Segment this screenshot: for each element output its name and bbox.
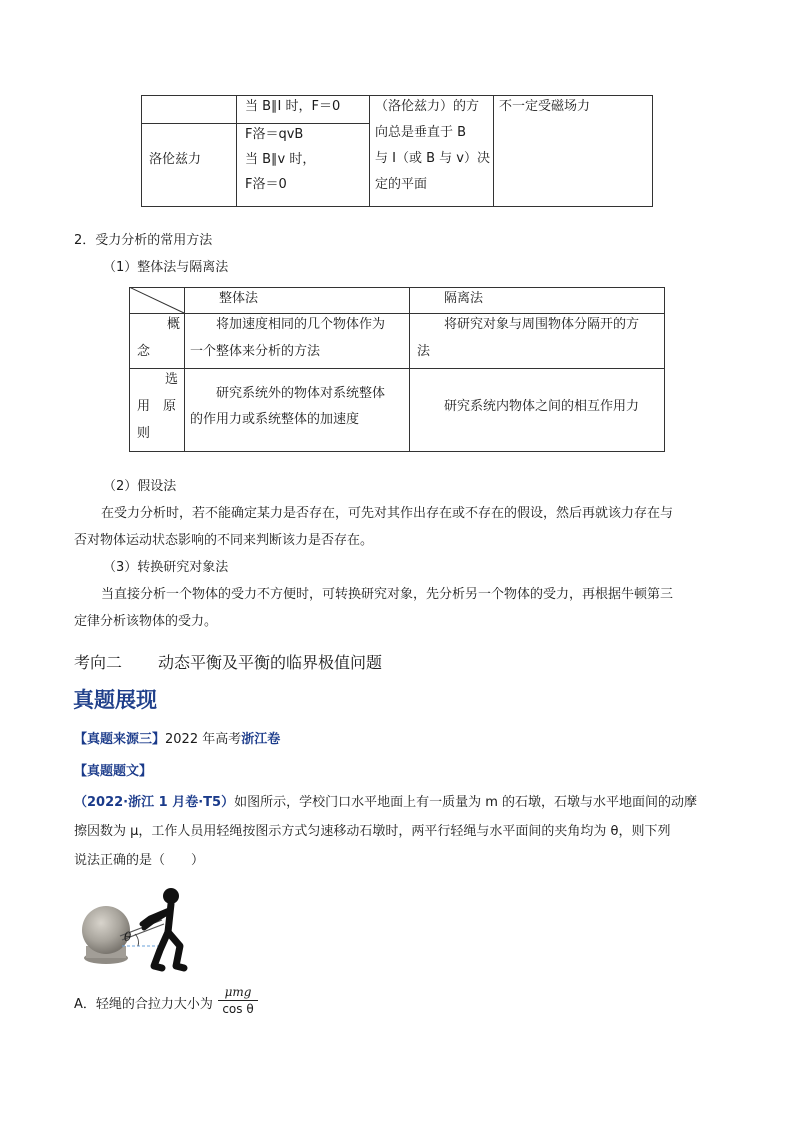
row-label: 选: [165, 372, 179, 387]
source-line: [74, 731, 280, 749]
lorentz-force-table: [141, 95, 653, 207]
table-cell: 当 B∥I 时，F＝0: [245, 99, 341, 114]
paragraph-line: 否对物体运动状态影响的不同来判断该力是否存在。: [74, 533, 374, 548]
paragraph-line: 当直接分析一个物体的受力不方便时，可转换研究对象，先分析另一个物体的受力，再根据牛顿第三: [101, 587, 674, 602]
source-bracket: 【真题来源三】: [74, 732, 166, 747]
question-tag: （2022·浙江 1 月卷·T5）: [74, 795, 235, 810]
table-cell: 不一定受磁场力: [499, 99, 591, 114]
table-header: 隔离法: [444, 291, 484, 306]
source-province: 浙江卷: [241, 732, 281, 747]
question-line: 擦因数为 μ，工作人员用轻绳按图示方式匀速移动石墩时，两平行轻绳与水平面间的夹角均为 θ，则下列: [74, 824, 671, 839]
row-label: 用 原: [137, 399, 177, 414]
question-text-label: 【真题题文】: [74, 764, 153, 779]
paragraph-line: 在受力分析时，若不能确定某力是否存在，可先对其作出存在或不存在的假设，然后再就该力存在与: [101, 506, 674, 521]
option-a: A．轻绳的合拉力大小为: [74, 997, 213, 1012]
table-cell: 定的平面: [375, 177, 428, 192]
stone-pier-illustration: [80, 880, 220, 975]
table-cell: 与 I（或 B 与 v）决: [375, 151, 490, 166]
zhenti-heading: 真题展现: [73, 687, 157, 712]
subsection-title: （1）整体法与隔离法: [103, 260, 229, 275]
table-cell: 的作用力或系统整体的加速度: [190, 412, 360, 427]
row-label: 则: [137, 426, 151, 441]
table-cell: 研究系统外的物体对系统整体: [216, 386, 386, 401]
fraction-bar: [218, 1000, 258, 1001]
theta-label: θ: [124, 930, 132, 944]
table-cell: 将加速度相同的几个物体作为: [216, 317, 386, 332]
question-line: 说法正确的是（ ）: [74, 853, 205, 868]
question-text: 如图所示，学校门口水平地面上有一质量为 m 的石墩，石墩与水平地面间的动摩: [234, 795, 698, 810]
table-cell: F洛＝qvB: [245, 127, 304, 142]
method-comparison-table: [129, 287, 665, 452]
row-label: 念: [137, 344, 151, 359]
table-cell: 一个整体来分析的方法: [190, 344, 321, 359]
table-cell: 研究系统内物体之间的相互作用力: [444, 399, 640, 414]
table-cell: 法: [417, 344, 431, 359]
diagonal-header-line: [129, 287, 185, 314]
option-a-fraction: [218, 985, 258, 1016]
kaoxiang-title: 动态平衡及平衡的临界极值问题: [158, 653, 383, 672]
table-cell: （洛伦兹力）的方: [375, 99, 480, 114]
source-year: 2022 年高考: [165, 732, 242, 747]
subsection-title: （2）假设法: [103, 479, 177, 494]
table-cell: 当 B∥v 时，: [245, 152, 316, 167]
table-cell: 将研究对象与周围物体分隔开的方: [444, 317, 640, 332]
table-cell: 洛伦兹力: [149, 152, 202, 167]
stone-pier-figure: [80, 880, 220, 975]
table-header: 整体法: [219, 291, 259, 306]
section-title: 2．受力分析的常用方法: [74, 233, 213, 248]
kaoxiang-label: 考向二: [74, 653, 123, 672]
table-cell: 向总是垂直于 B: [375, 125, 467, 140]
fraction-denominator: cos θ: [222, 1002, 254, 1016]
row-label: 概: [167, 317, 181, 332]
fraction-numerator: μmg: [224, 985, 252, 999]
table-cell: F洛＝0: [245, 177, 287, 192]
paragraph-line: 定律分析该物体的受力。: [74, 614, 218, 629]
question-line: [74, 794, 697, 812]
subsection-title: （3）转换研究对象法: [103, 560, 229, 575]
